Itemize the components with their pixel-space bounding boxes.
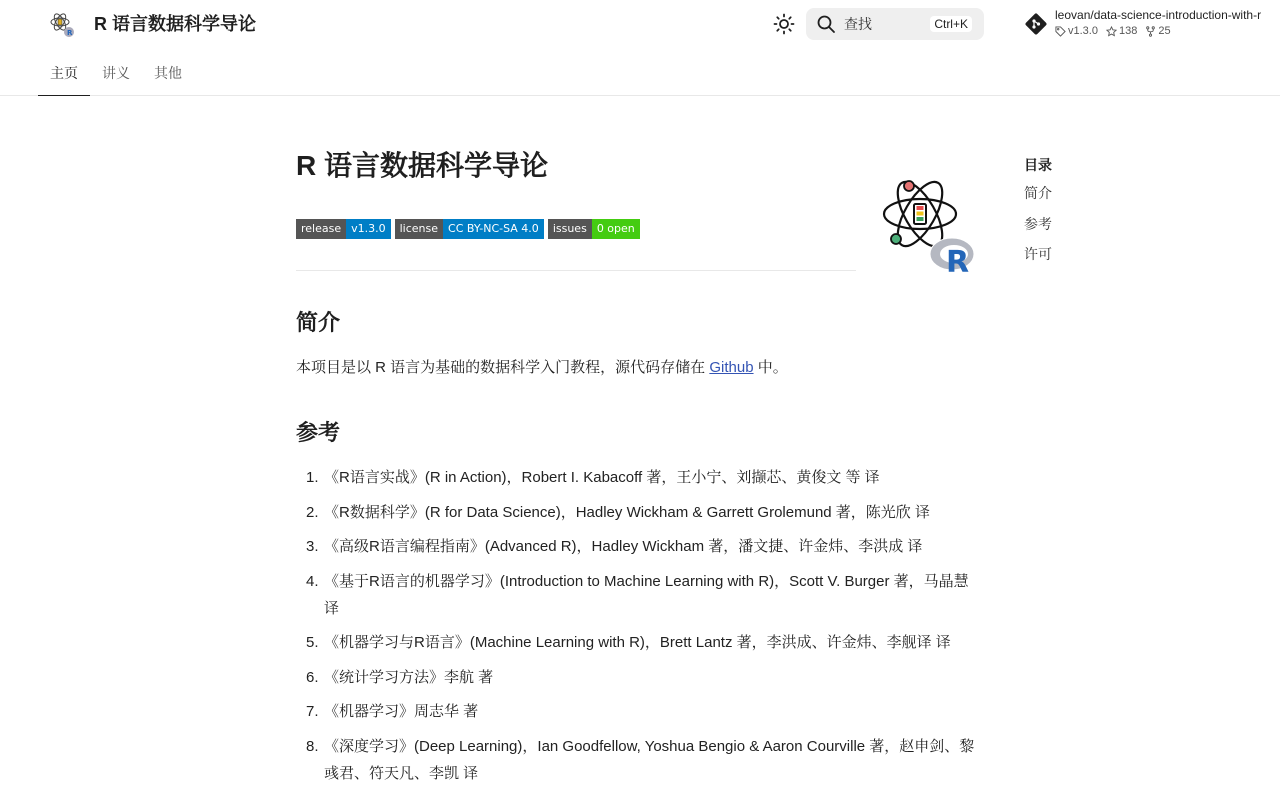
toc-item-intro[interactable]: 简介 [1024,185,1052,201]
search-button[interactable] [806,8,984,40]
star-icon [1106,26,1117,37]
toc-title: 目录 [1024,157,1052,173]
theme-toggle-sun-icon[interactable] [772,12,796,36]
search-label: 查找 [844,16,872,32]
list-item: 8. 《深度学习》(Deep Learning)，Ian Goodfellow, Yoshua Bengio & Aaron Courville 著，赵申剑、黎彧君、符天凡、李凯 译 [306,737,975,782]
list-item: 5. 《机器学习与R语言》(Machine Learning with R)，Brett Lantz 著，李洪成、许金炜、李舰译 译 [306,634,951,651]
list-item: 4. 《基于R语言的机器学习》(Introduction to Machine Learning with R)，Scott V. Burger 著，马晶慧 译 [306,572,969,617]
search-icon [816,14,836,34]
refs-list [296,464,986,794]
list-item: 2. 《R数据科学》(R for Data Science)，Hadley Wickham & Garrett Grolemund 著，陈光欣 译 [306,503,930,521]
toc-item-refs[interactable]: 参考 [1024,215,1052,232]
site-logo[interactable] [48,10,76,38]
site-title[interactable]: R 语言数据科学导论 [94,14,256,34]
intro-text: 本项目是以 R 语言为基础的数据科学入门教程，源代码存储在 [296,359,706,376]
top-header [0,0,1280,96]
tab-home[interactable]: 主页 [38,52,90,96]
tab-lectures[interactable]: 讲义 [102,65,130,81]
table-of-contents [1024,152,1144,270]
divider [296,270,856,271]
release-badge[interactable]: release v1.3.0 [296,219,391,239]
svg-text:R: R [67,29,73,37]
repo-name: leovan/data-science-introduction-with-r [1055,8,1262,22]
toc-item-license[interactable]: 许可 [1024,246,1052,262]
repo-link[interactable] [1022,6,1262,42]
tab-other[interactable]: 其他 [154,65,182,81]
intro-heading: 简介 [296,310,341,335]
fork-icon [1145,26,1156,37]
repo-forks: 25 [1145,24,1170,38]
list-item: 7. 《机器学习》周志华 著 [306,703,479,720]
svg-text:R: R [946,245,970,280]
intro-paragraph [296,356,788,380]
repo-stats [1055,24,1171,38]
badge-row [296,219,640,239]
repo-stars: 138 [1106,24,1137,38]
tag-icon [1055,26,1066,37]
project-logo [882,176,980,280]
refs-heading: 参考 [296,420,341,445]
nav-tabs [38,52,194,96]
license-badge[interactable]: license CC BY-NC-SA 4.0 [395,219,544,239]
list-item: 6. 《统计学习方法》李航 著 [306,668,494,686]
list-item: 1. 《R语言实战》(R in Action)，Robert I. Kabacoff 著，王小宁、刘撷芯、黄俊文 等 译 [306,469,880,486]
issues-badge[interactable]: issues 0 open [548,219,640,239]
search-shortcut: Ctrl+K [930,16,972,32]
git-icon [1024,12,1048,36]
github-link[interactable]: Github [709,359,754,376]
list-item: 3. 《高级R语言编程指南》(Advanced R)，Hadley Wickham 著，潘文捷、许金炜、李洪成 译 [306,538,923,555]
intro-suffix: 中。 [757,359,788,376]
repo-version: v1.3.0 [1055,24,1098,38]
page-title: R 语言数据科学导论 [296,150,549,181]
